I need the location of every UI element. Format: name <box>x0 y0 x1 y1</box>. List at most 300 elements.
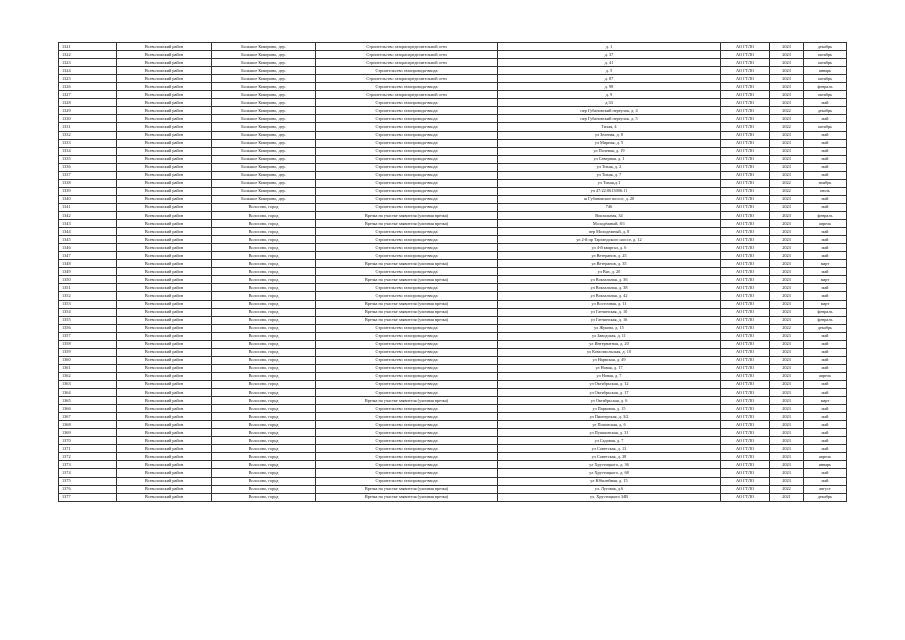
month-cell: май <box>804 203 847 211</box>
year-cell: 2023 <box>770 389 804 397</box>
year-cell: 2023 <box>770 356 804 364</box>
month-cell: октябрь <box>804 75 847 83</box>
organization-cell: АО ГТЛО <box>721 380 770 388</box>
address-cell: ул Октябрьская, д. 6 <box>498 397 721 405</box>
table-row <box>59 324 847 332</box>
settlement-cell: Большое Кикерино, дер. <box>212 83 316 91</box>
month-cell: май <box>804 236 847 244</box>
month-cell: март <box>804 276 847 284</box>
settlement-cell: Волосово, город <box>212 364 316 372</box>
organization-cell: АО ГТЛО <box>721 421 770 429</box>
settlement-cell: Большое Кикерино, дер. <box>212 43 316 51</box>
year-cell: 2023 <box>770 292 804 300</box>
work-type-cell: Строительство газораспределительной сети <box>316 43 498 51</box>
address-cell: ул. Хрустицкого 34В <box>498 493 721 501</box>
organization-cell: АО ГТЛО <box>721 413 770 421</box>
settlement-cell: Волосово, город <box>212 244 316 252</box>
settlement-cell: Большое Кикерино, дер. <box>212 147 316 155</box>
work-type-cell: Строительство газопровода-ввода <box>316 340 498 348</box>
address-cell: Вокзальная, 34 <box>498 211 721 219</box>
district-cell: Всеволожский район <box>117 107 212 115</box>
work-type-cell: Строительство газопровода-ввода <box>316 421 498 429</box>
work-type-cell: Врезка на участке заявителя (уличная врезка) <box>316 276 498 284</box>
row-number-cell: 1371 <box>59 445 117 453</box>
district-cell: Всеволожский район <box>117 421 212 429</box>
table-row <box>59 453 847 461</box>
year-cell: 2023 <box>770 139 804 147</box>
month-cell: май <box>804 228 847 236</box>
address-cell: ул Пионерская, д. 3/2 <box>498 413 721 421</box>
row-number-cell: 1325 <box>59 75 117 83</box>
district-cell: Всеволожский район <box>117 389 212 397</box>
work-type-cell: Строительство газораспределительной сети <box>316 59 498 67</box>
district-cell: Всеволожский район <box>117 67 212 75</box>
row-number-cell: 1352 <box>59 292 117 300</box>
table-row <box>59 276 847 284</box>
address-cell: ул 4-й квартал, д. 6 <box>498 244 721 252</box>
settlement-cell: Большое Кикерино, дер. <box>212 115 316 123</box>
table-row <box>59 300 847 308</box>
year-cell: 2023 <box>770 155 804 163</box>
work-type-cell: Строительство газопровода-ввода <box>316 477 498 485</box>
organization-cell: АО ГТЛО <box>721 228 770 236</box>
year-cell: 2023 <box>770 163 804 171</box>
table-row <box>59 316 847 324</box>
table-row <box>59 356 847 364</box>
month-cell: май <box>804 163 847 171</box>
row-number-cell: 1366 <box>59 405 117 413</box>
address-cell: Тихая, 4 <box>498 123 721 131</box>
organization-cell: АО ГТЛО <box>721 340 770 348</box>
district-cell: Всеволожский район <box>117 147 212 155</box>
organization-cell: АО ГТЛО <box>721 348 770 356</box>
organization-cell: АО ГТЛО <box>721 195 770 203</box>
organization-cell: АО ГТЛО <box>721 389 770 397</box>
table-row <box>59 139 847 147</box>
settlement-cell: Волосово, город <box>212 284 316 292</box>
district-cell: Всеволожский район <box>117 469 212 477</box>
year-cell: 2023 <box>770 244 804 252</box>
year-cell: 2023 <box>770 99 804 107</box>
organization-cell: АО ГТЛО <box>721 356 770 364</box>
row-number-cell: 1340 <box>59 195 117 203</box>
table-row <box>59 179 847 187</box>
organization-cell: АО ГТЛО <box>721 91 770 99</box>
settlement-cell: Волосово, город <box>212 421 316 429</box>
row-number-cell: 1351 <box>59 284 117 292</box>
district-cell: Всеволожский район <box>117 356 212 364</box>
month-cell: май <box>804 292 847 300</box>
row-number-cell: 1355 <box>59 316 117 324</box>
year-cell: 2023 <box>770 91 804 99</box>
table-row <box>59 332 847 340</box>
settlement-cell: Волосово, город <box>212 485 316 493</box>
row-number-cell: 1373 <box>59 461 117 469</box>
month-cell: апрель <box>804 220 847 228</box>
organization-cell: АО ГТЛО <box>721 372 770 380</box>
work-type-cell: Строительство газопровода-ввода <box>316 252 498 260</box>
table-row <box>59 397 847 405</box>
settlement-cell: Большое Кикерино, дер. <box>212 187 316 195</box>
month-cell: май <box>804 429 847 437</box>
year-cell: 2022 <box>770 107 804 115</box>
month-cell: май <box>804 155 847 163</box>
work-type-cell: Врезка на участке заявителя (уличная врезка) <box>316 260 498 268</box>
table-row <box>59 292 847 300</box>
work-type-cell: Строительство газопровода-ввода <box>316 348 498 356</box>
organization-cell: АО ГТЛО <box>721 67 770 75</box>
table-row <box>59 131 847 139</box>
organization-cell: АО ГТЛО <box>721 477 770 485</box>
settlement-cell: Волосово, город <box>212 477 316 485</box>
district-cell: Всеволожский район <box>117 139 212 147</box>
month-cell: ноябрь <box>804 179 847 187</box>
address-cell: ул Советская, д. 13 <box>498 445 721 453</box>
row-number-cell: 1323 <box>59 59 117 67</box>
organization-cell: АО ГТЛО <box>721 469 770 477</box>
settlement-cell: Волосово, город <box>212 228 316 236</box>
year-cell: 2023 <box>770 236 804 244</box>
row-number-cell: 1337 <box>59 171 117 179</box>
row-number-cell: 1357 <box>59 332 117 340</box>
year-cell: 2023 <box>770 75 804 83</box>
organization-cell: АО ГТЛО <box>721 83 770 91</box>
district-cell: Всеволожский район <box>117 413 212 421</box>
table-row <box>59 372 847 380</box>
year-cell: 2021 <box>770 493 804 501</box>
year-cell: 2023 <box>770 67 804 75</box>
district-cell: Всеволожский район <box>117 292 212 300</box>
row-number-cell: 1336 <box>59 163 117 171</box>
settlement-cell: Волосово, город <box>212 461 316 469</box>
month-cell: май <box>804 244 847 252</box>
district-cell: Всеволожский район <box>117 115 212 123</box>
year-cell: 2023 <box>770 147 804 155</box>
work-type-cell: Строительство газопровода-ввода <box>316 244 498 252</box>
district-cell: Всеволожский район <box>117 187 212 195</box>
month-cell: апрель <box>804 453 847 461</box>
month-cell: октябрь <box>804 59 847 67</box>
address-cell: ул Поповская, д. 6 <box>498 421 721 429</box>
month-cell: октябрь <box>804 51 847 59</box>
address-cell: ул Тихая, д. 2 <box>498 163 721 171</box>
address-cell: ул Ветеранов, д. 35 <box>498 260 721 268</box>
row-number-cell: 1339 <box>59 187 117 195</box>
organization-cell: АО ГТЛО <box>721 316 770 324</box>
address-cell: ул Вокзальная, д. 36 <box>498 276 721 284</box>
row-number-cell: 1338 <box>59 179 117 187</box>
work-type-cell: Строительство газопровода-ввода <box>316 461 498 469</box>
settlement-cell: Волосово, город <box>212 300 316 308</box>
address-cell: ул Новая, д. 17 <box>498 364 721 372</box>
year-cell: 2023 <box>770 284 804 292</box>
district-cell: Всеволожский район <box>117 372 212 380</box>
work-type-cell: Строительство газопровода-ввода <box>316 107 498 115</box>
address-cell: ул Тихая,д.1 <box>498 179 721 187</box>
address-cell: ш Губановское шоссе, д. 20 <box>498 195 721 203</box>
year-cell: 2023 <box>770 220 804 228</box>
district-cell: Всеволожский район <box>117 75 212 83</box>
organization-cell: АО ГТЛО <box>721 51 770 59</box>
month-cell: февраль <box>804 83 847 91</box>
district-cell: Всеволожский район <box>117 99 212 107</box>
year-cell: 2023 <box>770 131 804 139</box>
work-type-cell: Строительство газораспределительной сети <box>316 91 498 99</box>
work-type-cell: Строительство газопровода-ввода <box>316 380 498 388</box>
row-number-cell: 1358 <box>59 340 117 348</box>
settlement-cell: Большое Кикерино, дер. <box>212 91 316 99</box>
organization-cell: АО ГТЛО <box>721 155 770 163</box>
month-cell: май <box>804 284 847 292</box>
address-cell: уч 47:22:0613006:11 <box>498 187 721 195</box>
settlement-cell: Волосово, город <box>212 397 316 405</box>
row-number-cell: 1374 <box>59 469 117 477</box>
work-type-cell: Строительство газопровода-ввода <box>316 163 498 171</box>
row-number-cell: 1333 <box>59 139 117 147</box>
year-cell: 2022 <box>770 179 804 187</box>
district-cell: Всеволожский район <box>117 91 212 99</box>
district-cell: Всеволожский район <box>117 300 212 308</box>
row-number-cell: 1359 <box>59 348 117 356</box>
row-number-cell: 1354 <box>59 308 117 316</box>
year-cell: 2023 <box>770 364 804 372</box>
district-cell: Всеволожский район <box>117 348 212 356</box>
settlement-cell: Волосово, город <box>212 332 316 340</box>
work-type-cell: Строительство газопровода-ввода <box>316 332 498 340</box>
district-cell: Всеволожский район <box>117 163 212 171</box>
table-row <box>59 284 847 292</box>
organization-cell: АО ГТЛО <box>721 292 770 300</box>
address-cell: д. 9 <box>498 91 721 99</box>
settlement-cell: Волосово, город <box>212 405 316 413</box>
row-number-cell: 1364 <box>59 389 117 397</box>
year-cell: 2023 <box>770 332 804 340</box>
organization-cell: АО ГТЛО <box>721 276 770 284</box>
year-cell: 2023 <box>770 300 804 308</box>
work-type-cell: Строительство газопровода-ввода <box>316 372 498 380</box>
settlement-cell: Волосово, город <box>212 220 316 228</box>
row-number-cell: 1365 <box>59 397 117 405</box>
settlement-cell: Волосово, город <box>212 429 316 437</box>
table-row <box>59 405 847 413</box>
table-row <box>59 211 847 219</box>
work-type-cell: Врезка на участке заявителя (уличная врезка) <box>316 485 498 493</box>
work-type-cell: Строительство газопровода-ввода <box>316 147 498 155</box>
table-row <box>59 485 847 493</box>
table-row <box>59 228 847 236</box>
month-cell: декабрь <box>804 43 847 51</box>
row-number-cell: 1332 <box>59 131 117 139</box>
work-type-cell: Строительство газопровода-ввода <box>316 139 498 147</box>
work-type-cell: Строительство газопровода-ввода <box>316 115 498 123</box>
district-cell: Всеволожский район <box>117 485 212 493</box>
month-cell: октябрь <box>804 91 847 99</box>
month-cell: май <box>804 364 847 372</box>
month-cell: январь <box>804 67 847 75</box>
district-cell: Всеволожский район <box>117 220 212 228</box>
address-cell: д. 41 <box>498 59 721 67</box>
district-cell: Всеволожский район <box>117 477 212 485</box>
month-cell: май <box>804 477 847 485</box>
row-number-cell: 1326 <box>59 83 117 91</box>
district-cell: Всеволожский район <box>117 397 212 405</box>
table-row <box>59 43 847 51</box>
year-cell: 2023 <box>770 316 804 324</box>
work-type-cell: Врезка на участке заявителя (уличная врезка) <box>316 493 498 501</box>
organization-cell: АО ГТЛО <box>721 437 770 445</box>
row-number-cell: 1327 <box>59 91 117 99</box>
work-type-cell: Строительство газопровода-ввода <box>316 67 498 75</box>
year-cell: 2023 <box>770 469 804 477</box>
address-cell: ул Восточная, д. 11 <box>498 300 721 308</box>
address-cell: ул Новая, д. 7 <box>498 372 721 380</box>
settlement-cell: Большое Кикерино, дер. <box>212 99 316 107</box>
settlement-cell: Большое Кикерино, дер. <box>212 139 316 147</box>
row-number-cell: 1344 <box>59 228 117 236</box>
year-cell: 2023 <box>770 43 804 51</box>
work-type-cell: Строительство газопровода-ввода <box>316 99 498 107</box>
work-type-cell: Строительство газопровода-ввода <box>316 268 498 276</box>
district-cell: Всеволожский район <box>117 260 212 268</box>
table-row <box>59 83 847 91</box>
row-number-cell: 1321 <box>59 43 117 51</box>
settlement-cell: Большое Кикерино, дер. <box>212 195 316 203</box>
year-cell: 2023 <box>770 348 804 356</box>
table-row <box>59 123 847 131</box>
year-cell: 2022 <box>770 324 804 332</box>
table-row <box>59 187 847 195</box>
table-row <box>59 59 847 67</box>
year-cell: 2023 <box>770 115 804 123</box>
settlement-cell: Волосово, город <box>212 292 316 300</box>
organization-cell: АО ГТЛО <box>721 163 770 171</box>
address-cell: ул Северная, д. 1 <box>498 155 721 163</box>
address-cell: ул Садовая, д. 7 <box>498 437 721 445</box>
organization-cell: АО ГТЛО <box>721 324 770 332</box>
work-type-cell: Строительство газопровода-ввода <box>316 429 498 437</box>
month-cell: февраль <box>804 316 847 324</box>
organization-cell: АО ГТЛО <box>721 123 770 131</box>
district-cell: Всеволожский район <box>117 59 212 67</box>
district-cell: Всеволожский район <box>117 324 212 332</box>
district-cell: Всеволожский район <box>117 228 212 236</box>
settlement-cell: Большое Кикерино, дер. <box>212 59 316 67</box>
work-type-cell: Строительство газопровода-ввода <box>316 413 498 421</box>
month-cell: май <box>804 413 847 421</box>
address-cell: ул Хрустицкого, д. 68 <box>498 469 721 477</box>
settlement-cell: Большое Кикерино, дер. <box>212 163 316 171</box>
row-number-cell: 1360 <box>59 356 117 364</box>
work-type-cell: Строительство газораспределительной сети <box>316 75 498 83</box>
month-cell: февраль <box>804 308 847 316</box>
table-row <box>59 268 847 276</box>
settlement-cell: Волосово, город <box>212 276 316 284</box>
organization-cell: АО ГТЛО <box>721 171 770 179</box>
address-cell: ул Нарвская, д. 49 <box>498 356 721 364</box>
organization-cell: АО ГТЛО <box>721 147 770 155</box>
month-cell: май <box>804 99 847 107</box>
row-number-cell: 1370 <box>59 437 117 445</box>
organization-cell: АО ГТЛО <box>721 244 770 252</box>
address-cell: ул Вяз, д. 20 <box>498 268 721 276</box>
district-cell: Всеволожский район <box>117 364 212 372</box>
organization-cell: АО ГТЛО <box>721 493 770 501</box>
work-type-cell: Строительство газопровода-ввода <box>316 131 498 139</box>
district-cell: Всеволожский район <box>117 340 212 348</box>
table-row <box>59 236 847 244</box>
year-cell: 2023 <box>770 195 804 203</box>
district-cell: Всеволожский район <box>117 284 212 292</box>
row-number-cell: 1329 <box>59 107 117 115</box>
address-cell: ул Вокзальная, д. 38 <box>498 284 721 292</box>
row-number-cell: 1347 <box>59 252 117 260</box>
month-cell: май <box>804 445 847 453</box>
month-cell: май <box>804 469 847 477</box>
address-cell: ул. Луговая, д.6 <box>498 485 721 493</box>
row-number-cell: 1345 <box>59 236 117 244</box>
address-cell: ул Ветеранов, д. 25 <box>498 252 721 260</box>
work-type-cell: Строительство газопровода-ввода <box>316 389 498 397</box>
settlement-cell: Волосово, город <box>212 372 316 380</box>
settlement-cell: Большое Кикерино, дер. <box>212 75 316 83</box>
year-cell: 2023 <box>770 83 804 91</box>
year-cell: 2023 <box>770 380 804 388</box>
month-cell: январь <box>804 461 847 469</box>
address-cell: ул Мирная, д. 5 <box>498 139 721 147</box>
month-cell: декабрь <box>804 107 847 115</box>
organization-cell: АО ГТЛО <box>721 445 770 453</box>
work-type-cell: Строительство газопровода-ввода <box>316 123 498 131</box>
district-cell: Всеволожский район <box>117 493 212 501</box>
settlement-cell: Большое Кикерино, дер. <box>212 67 316 75</box>
month-cell: март <box>804 397 847 405</box>
address-cell: д. 1 <box>498 43 721 51</box>
row-number-cell: 1368 <box>59 421 117 429</box>
work-type-cell: Строительство газопровода-ввода <box>316 179 498 187</box>
work-type-cell: Строительство газопровода-ввода <box>316 292 498 300</box>
settlement-cell: Волосово, город <box>212 211 316 219</box>
work-type-cell: Врезка на участке заявителя (уличная врезка) <box>316 211 498 219</box>
settlement-cell: Волосово, город <box>212 308 316 316</box>
work-type-cell: Врезка на участке заявителя (уличная врезка) <box>316 316 498 324</box>
table-row <box>59 51 847 59</box>
district-cell: Всеволожский район <box>117 155 212 163</box>
address-cell: ул Интернатная, д. 20 <box>498 340 721 348</box>
table-row <box>59 252 847 260</box>
month-cell: май <box>804 348 847 356</box>
table-row <box>59 67 847 75</box>
month-cell: май <box>804 380 847 388</box>
row-number-cell: 1369 <box>59 429 117 437</box>
organization-cell: АО ГТЛО <box>721 115 770 123</box>
organization-cell: АО ГТЛО <box>721 220 770 228</box>
settlement-cell: Волосово, город <box>212 453 316 461</box>
district-cell: Всеволожский район <box>117 171 212 179</box>
district-cell: Всеволожский район <box>117 203 212 211</box>
year-cell: 2023 <box>770 445 804 453</box>
row-number-cell: 1377 <box>59 493 117 501</box>
year-cell: 2022 <box>770 123 804 131</box>
district-cell: Всеволожский район <box>117 252 212 260</box>
row-number-cell: 1353 <box>59 300 117 308</box>
row-number-cell: 1341 <box>59 203 117 211</box>
address-cell: ул Полевая, д. 19 <box>498 147 721 155</box>
year-cell: 2023 <box>770 340 804 348</box>
settlement-cell: Волосово, город <box>212 316 316 324</box>
district-cell: Всеволожский район <box>117 332 212 340</box>
work-type-cell: Врезка на участке заявителя (уличная врезка) <box>316 300 498 308</box>
address-cell: ул Гатчинская, д. 16 <box>498 316 721 324</box>
